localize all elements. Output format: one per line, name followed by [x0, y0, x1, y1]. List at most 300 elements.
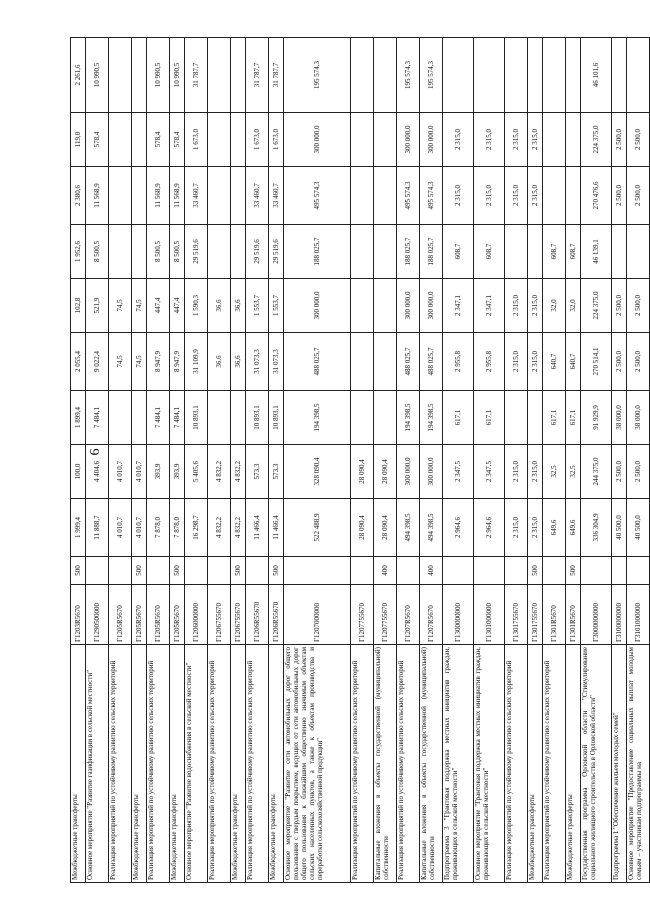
row-value-cell: 74,5 — [132, 279, 147, 333]
row-value-cell: 488 025,7 — [397, 333, 420, 391]
row-value-cell: 28 090,4 — [351, 445, 374, 499]
row-value-cell — [351, 225, 374, 279]
row-value-cell: 2 500,0 — [627, 445, 650, 499]
row-value-cell: 2 315,0 — [528, 445, 543, 499]
row-group-cell — [581, 557, 612, 585]
row-value-cell: 2 347,5 — [474, 445, 505, 499]
row-value-cell: 2 500,0 — [612, 279, 627, 333]
table-row — [581, 38, 612, 883]
row-value-cell: 2 315,0 — [528, 499, 543, 557]
row-value-cell: 91 929,9 — [581, 391, 612, 445]
row-value-cell: 195 574,3 — [420, 38, 443, 113]
row-code-cell: Г1206R55670 — [246, 585, 269, 645]
table-row — [208, 38, 231, 883]
row-value-cell: 33 460,7 — [269, 167, 284, 225]
row-code-cell: Г1300000000 — [443, 585, 474, 645]
row-value-cell: 2 315,0 — [474, 113, 505, 167]
row-value-cell — [231, 38, 246, 113]
row-value-cell: 11 568,9 — [86, 167, 109, 225]
row-value-cell: 194 398,5 — [420, 391, 443, 445]
row-value-cell: 11 466,4 — [269, 499, 284, 557]
row-value-cell: 608,7 — [443, 225, 474, 279]
row-value-cell: 488 025,7 — [284, 333, 351, 391]
row-code-cell: Г1207000000 — [284, 585, 351, 645]
row-value-cell — [231, 225, 246, 279]
row-value-cell: 5 405,6 — [185, 445, 208, 499]
row-code-cell: Г1207755670 — [351, 585, 374, 645]
row-value-cell: 33 460,7 — [185, 167, 208, 225]
row-value-cell: 300 000,0 — [397, 445, 420, 499]
row-value-cell: 10 893,1 — [246, 391, 269, 445]
table-row — [71, 38, 86, 883]
row-value-cell: 617,1 — [443, 391, 474, 445]
row-group-cell — [284, 557, 351, 585]
row-value-cell: 573,3 — [269, 445, 284, 499]
row-value-cell — [374, 391, 397, 445]
row-value-cell — [374, 38, 397, 113]
row-value-cell: 38 000,0 — [612, 391, 627, 445]
row-value-cell: 1 553,7 — [269, 279, 284, 333]
row-value-cell: 7 878,0 — [170, 499, 185, 557]
table-row — [231, 38, 246, 883]
row-group-cell — [474, 557, 505, 585]
row-value-cell: 2 500,0 — [612, 445, 627, 499]
row-value-cell: 2 500,0 — [612, 333, 627, 391]
row-value-cell: 1 899,4 — [71, 391, 86, 445]
row-value-cell — [566, 113, 581, 167]
row-code-cell: Г1301000000 — [474, 585, 505, 645]
row-code-cell: Г1301755670 — [528, 585, 543, 645]
row-name-cell: Межбюджетные трансферты — [170, 645, 185, 883]
row-value-cell: 36,6 — [208, 333, 231, 391]
row-value-cell: 495 574,3 — [420, 167, 443, 225]
row-value-cell: 188 025,7 — [284, 225, 351, 279]
row-value-cell: 188 025,7 — [397, 225, 420, 279]
row-value-cell: 36,6 — [208, 279, 231, 333]
row-value-cell: 300 000,0 — [284, 279, 351, 333]
row-group-cell — [208, 557, 231, 585]
row-group-cell — [147, 557, 170, 585]
row-name-cell: Межбюджетные трансферты — [269, 645, 284, 883]
row-value-cell: 28 090,4 — [374, 499, 397, 557]
table-row — [505, 38, 528, 883]
row-value-cell — [132, 38, 147, 113]
row-value-cell: 2 955,8 — [474, 333, 505, 391]
row-group-cell: 500 — [566, 557, 581, 585]
row-value-cell: 32,5 — [543, 445, 566, 499]
row-value-cell: 36,6 — [231, 279, 246, 333]
row-value-cell: 608,7 — [543, 225, 566, 279]
row-value-cell: 32,0 — [566, 279, 581, 333]
row-value-cell: 578,4 — [86, 113, 109, 167]
row-value-cell: 2 964,6 — [443, 499, 474, 557]
row-value-cell: 522 488,9 — [284, 499, 351, 557]
row-group-cell — [351, 557, 374, 585]
row-value-cell: 608,7 — [566, 225, 581, 279]
row-name-cell: Основное мероприятие "Развитие сети автомобильных дорог общего пользования с твердым покрытием, ведущих от сети автомобильных дорог общего пользования к ближайшим общественно значимым объектам сельских населенных пунктов, а также к объектам производства и переработки сельскохозяйственной продукции" — [284, 645, 351, 883]
row-value-cell: 4 832,2 — [208, 445, 231, 499]
row-code-cell: Г3101000000 — [627, 585, 650, 645]
row-value-cell — [109, 167, 132, 225]
row-name-cell: Подпрограмма 1 "Обеспечение жильем молодых семей" — [612, 645, 627, 883]
row-value-cell: 2 315,0 — [528, 113, 543, 167]
budget-table — [70, 37, 650, 883]
row-value-cell: 7 878,0 — [147, 499, 170, 557]
row-value-cell: 11 888,7 — [86, 499, 109, 557]
row-name-cell: Межбюджетные трансферты — [528, 645, 543, 883]
row-value-cell: 2 315,0 — [505, 279, 528, 333]
row-name-cell: Подпрограмма 3 "Грантовая поддержка местных инициатив граждан, проживающих в сельской местности" — [443, 645, 474, 883]
row-value-cell: 224 375,0 — [581, 113, 612, 167]
table-row — [528, 38, 543, 883]
row-value-cell: 270 514,1 — [581, 333, 612, 391]
row-code-cell: Г3100000000 — [612, 585, 627, 645]
row-value-cell — [543, 113, 566, 167]
row-value-cell: 33 460,7 — [246, 167, 269, 225]
row-code-cell: Г1205R5670 — [132, 585, 147, 645]
table-row — [109, 38, 132, 883]
row-value-cell: 2 315,0 — [528, 279, 543, 333]
row-value-cell: 38 000,0 — [627, 391, 650, 445]
row-code-cell: Г1206000000 — [185, 585, 208, 645]
row-value-cell — [374, 333, 397, 391]
row-value-cell: 649,6 — [543, 499, 566, 557]
row-value-cell: 74,5 — [132, 333, 147, 391]
row-name-cell: Реализация мероприятий по устойчивому развитию сельских территорий — [351, 645, 374, 883]
row-value-cell: 194 398,5 — [284, 391, 351, 445]
table-row — [543, 38, 566, 883]
row-name-cell: Капитальные вложения в объекты государственной (муниципальной) собственности — [420, 645, 443, 883]
row-value-cell: 31 787,7 — [185, 38, 208, 113]
row-value-cell: 29 519,6 — [269, 225, 284, 279]
row-value-cell: 2 500,0 — [612, 167, 627, 225]
row-group-cell — [627, 557, 650, 585]
row-value-cell: 1 999,4 — [71, 499, 86, 557]
row-name-cell: Капитальные вложения в объекты государственной (муниципальной) собственности — [374, 645, 397, 883]
row-value-cell: 7 484,1 — [86, 391, 109, 445]
row-name-cell: Межбюджетные трансферты — [132, 645, 147, 883]
row-value-cell: 2 964,6 — [474, 499, 505, 557]
row-value-cell: 7 484,1 — [170, 391, 185, 445]
row-value-cell: 16 298,7 — [185, 499, 208, 557]
row-value-cell: 195 574,3 — [397, 38, 420, 113]
row-name-cell: Межбюджетные трансферты — [566, 645, 581, 883]
row-group-cell — [397, 557, 420, 585]
row-value-cell: 2 380,6 — [71, 167, 86, 225]
row-value-cell: 119,0 — [71, 113, 86, 167]
row-value-cell — [374, 225, 397, 279]
row-value-cell: 300 000,0 — [420, 445, 443, 499]
row-value-cell: 46 101,6 — [581, 38, 612, 113]
row-value-cell — [351, 167, 374, 225]
row-value-cell: 2 315,0 — [443, 113, 474, 167]
row-value-cell: 4 010,7 — [109, 445, 132, 499]
row-group-cell: 400 — [420, 557, 443, 585]
table-row — [147, 38, 170, 883]
row-value-cell: 2 500,0 — [627, 167, 650, 225]
row-name-cell: Реализация мероприятий по устойчивому развитию сельских территорий — [397, 645, 420, 883]
row-value-cell — [132, 225, 147, 279]
row-value-cell: 7 484,1 — [147, 391, 170, 445]
row-group-cell: 500 — [269, 557, 284, 585]
row-value-cell: 488 025,7 — [420, 333, 443, 391]
row-code-cell: Г1301R5670 — [566, 585, 581, 645]
row-value-cell: 10 990,5 — [147, 38, 170, 113]
row-value-cell: 2 500,0 — [627, 113, 650, 167]
row-value-cell — [208, 225, 231, 279]
row-group-cell — [443, 557, 474, 585]
row-value-cell: 640,7 — [566, 333, 581, 391]
row-value-cell: 74,5 — [109, 279, 132, 333]
row-value-cell: 40 500,0 — [612, 499, 627, 557]
table-row — [132, 38, 147, 883]
row-value-cell: 4 832,2 — [231, 499, 246, 557]
row-value-cell — [109, 391, 132, 445]
row-value-cell — [612, 38, 627, 113]
row-value-cell: 224 375,0 — [581, 279, 612, 333]
row-value-cell — [231, 391, 246, 445]
row-value-cell: 2 315,0 — [505, 499, 528, 557]
row-name-cell: Межбюджетные трансферты — [231, 645, 246, 883]
table-row — [566, 38, 581, 883]
row-value-cell: 1 952,6 — [71, 225, 86, 279]
row-group-cell — [109, 557, 132, 585]
row-code-cell: Г1207R5670 — [397, 585, 420, 645]
row-value-cell — [505, 391, 528, 445]
table-row — [284, 38, 351, 883]
row-value-cell: 608,7 — [474, 225, 505, 279]
rotated-page — [70, 38, 643, 883]
table-row — [246, 38, 269, 883]
row-value-cell: 32,5 — [566, 445, 581, 499]
row-value-cell: 2 315,0 — [474, 167, 505, 225]
row-value-cell — [566, 38, 581, 113]
row-value-cell: 573,3 — [246, 445, 269, 499]
row-value-cell: 2 500,0 — [612, 113, 627, 167]
row-value-cell: 393,9 — [147, 445, 170, 499]
row-value-cell: 2 347,5 — [443, 445, 474, 499]
row-value-cell: 617,1 — [566, 391, 581, 445]
row-value-cell: 31 073,3 — [246, 333, 269, 391]
row-value-cell — [231, 167, 246, 225]
table-row — [86, 38, 109, 883]
row-value-cell: 2 315,0 — [528, 167, 543, 225]
row-code-cell: Г1203R5670 — [71, 585, 86, 645]
row-value-cell — [109, 225, 132, 279]
row-value-cell: 1 590,3 — [185, 279, 208, 333]
row-value-cell: 4 010,7 — [109, 499, 132, 557]
row-value-cell: 40 500,0 — [627, 499, 650, 557]
row-value-cell: 4 010,7 — [132, 445, 147, 499]
row-value-cell — [351, 279, 374, 333]
table-row — [420, 38, 443, 883]
row-value-cell: 29 519,6 — [185, 225, 208, 279]
row-value-cell — [543, 167, 566, 225]
row-value-cell: 2 347,1 — [474, 279, 505, 333]
row-group-cell — [246, 557, 269, 585]
row-group-cell — [505, 557, 528, 585]
row-value-cell: 300 000,0 — [420, 113, 443, 167]
row-value-cell: 494 398,5 — [397, 499, 420, 557]
row-value-cell: 617,1 — [474, 391, 505, 445]
row-value-cell: 300 000,0 — [420, 279, 443, 333]
row-value-cell: 617,1 — [543, 391, 566, 445]
row-name-cell: Основное мероприятие "Предоставление социальных выплат молодым семьям – участникам подпрограммы на — [627, 645, 650, 883]
row-value-cell: 578,4 — [170, 113, 185, 167]
row-group-cell: 500 — [528, 557, 543, 585]
row-value-cell: 195 574,3 — [284, 38, 351, 113]
row-value-cell — [505, 225, 528, 279]
row-value-cell: 4 832,2 — [208, 499, 231, 557]
row-value-cell — [374, 279, 397, 333]
row-value-cell: 336 304,9 — [581, 499, 612, 557]
row-value-cell: 32,0 — [543, 279, 566, 333]
table-row — [170, 38, 185, 883]
row-value-cell — [208, 391, 231, 445]
row-value-cell: 2 315,0 — [528, 333, 543, 391]
row-value-cell: 8 500,5 — [147, 225, 170, 279]
row-code-cell: Г1207R5670 — [420, 585, 443, 645]
row-code-cell: Г1206755670 — [231, 585, 246, 645]
row-value-cell: 2 347,1 — [443, 279, 474, 333]
table-row — [443, 38, 474, 883]
row-value-cell: 2 315,0 — [443, 167, 474, 225]
row-name-cell: Реализация мероприятий по устойчивому развитию сельских территорий — [147, 645, 170, 883]
row-value-cell — [132, 167, 147, 225]
row-value-cell: 102,8 — [71, 279, 86, 333]
row-name-cell: Основное мероприятие "Развитие водоснабжения в сельской местности" — [185, 645, 208, 883]
row-code-cell: Г1206R55670 — [269, 585, 284, 645]
row-code-cell: Г1205R5670 — [109, 585, 132, 645]
row-value-cell — [351, 333, 374, 391]
row-value-cell: 10 990,5 — [86, 38, 109, 113]
row-group-cell: 500 — [132, 557, 147, 585]
table-row — [374, 38, 397, 883]
row-group-cell: 500 — [231, 557, 246, 585]
row-code-cell: Г1206755670 — [208, 585, 231, 645]
row-value-cell: 300 000,0 — [284, 113, 351, 167]
row-value-cell: 300 000,0 — [397, 113, 420, 167]
row-value-cell: 28 090,4 — [374, 445, 397, 499]
row-value-cell — [612, 225, 627, 279]
row-value-cell: 2 315,0 — [505, 445, 528, 499]
row-value-cell — [528, 38, 543, 113]
table-row — [474, 38, 505, 883]
row-value-cell: 393,9 — [170, 445, 185, 499]
row-code-cell: Г3000000000 — [581, 585, 612, 645]
row-value-cell: 495 574,3 — [397, 167, 420, 225]
row-group-cell — [185, 557, 208, 585]
row-value-cell: 10 893,1 — [269, 391, 284, 445]
row-name-cell: Основное мероприятие "Развитие газификации в сельской местности" — [86, 645, 109, 883]
row-value-cell: 8 500,5 — [86, 225, 109, 279]
row-value-cell — [231, 113, 246, 167]
row-value-cell: 100,0 — [71, 445, 86, 499]
row-code-cell: Г1207755670 — [374, 585, 397, 645]
row-value-cell: 2 315,0 — [505, 333, 528, 391]
row-value-cell: 8 500,5 — [170, 225, 185, 279]
row-value-cell: 640,7 — [543, 333, 566, 391]
row-value-cell: 328 090,4 — [284, 445, 351, 499]
page-number: 6 — [88, 448, 103, 456]
row-value-cell — [208, 113, 231, 167]
row-value-cell: 2 315,0 — [505, 113, 528, 167]
row-value-cell: 1 673,0 — [246, 113, 269, 167]
row-value-cell: 447,4 — [170, 279, 185, 333]
row-value-cell: 31 109,9 — [185, 333, 208, 391]
row-value-cell — [351, 391, 374, 445]
row-value-cell — [374, 167, 397, 225]
row-value-cell — [109, 113, 132, 167]
row-value-cell — [443, 38, 474, 113]
row-group-cell: 500 — [170, 557, 185, 585]
row-name-cell: Реализация мероприятий по устойчивому развитию сельских территорий — [246, 645, 269, 883]
row-value-cell — [528, 225, 543, 279]
table-row — [269, 38, 284, 883]
row-value-cell — [132, 391, 147, 445]
table-body — [71, 38, 650, 883]
row-value-cell: 28 090,4 — [351, 499, 374, 557]
row-value-cell — [351, 38, 374, 113]
row-value-cell: 521,9 — [86, 279, 109, 333]
row-code-cell: Г1301R5670 — [543, 585, 566, 645]
row-value-cell: 29 519,6 — [246, 225, 269, 279]
row-value-cell: 1 673,0 — [269, 113, 284, 167]
row-name-cell: Реализация мероприятий по устойчивому развитию сельских территорий — [543, 645, 566, 883]
row-value-cell: 2 315,0 — [505, 167, 528, 225]
row-name-cell: Государственная программа Орловской области "Стимулирование социального жилищного строительства в Орловской области" — [581, 645, 612, 883]
row-value-cell: 11 466,4 — [246, 499, 269, 557]
row-value-cell: 1 673,0 — [185, 113, 208, 167]
row-value-cell: 578,4 — [147, 113, 170, 167]
row-value-cell: 4 404,6 — [86, 445, 109, 499]
row-value-cell: 11 568,9 — [147, 167, 170, 225]
row-value-cell: 8 947,9 — [147, 333, 170, 391]
row-value-cell: 10 893,1 — [185, 391, 208, 445]
row-group-cell — [86, 557, 109, 585]
row-value-cell — [543, 38, 566, 113]
row-name-cell: Межбюджетные трансферты — [71, 645, 86, 883]
row-value-cell: 4 832,2 — [231, 445, 246, 499]
row-value-cell: 46 139,1 — [581, 225, 612, 279]
row-value-cell — [109, 38, 132, 113]
row-value-cell — [627, 225, 650, 279]
row-code-cell: Г1205R5670 — [147, 585, 170, 645]
row-value-cell: 649,6 — [566, 499, 581, 557]
row-value-cell: 1 553,7 — [246, 279, 269, 333]
row-group-cell — [612, 557, 627, 585]
table-row — [612, 38, 627, 883]
row-value-cell: 244 375,0 — [581, 445, 612, 499]
row-value-cell: 194 398,5 — [397, 391, 420, 445]
row-name-cell: Реализация мероприятий по устойчивому развитию сельских территорий — [208, 645, 231, 883]
row-value-cell: 10 990,5 — [170, 38, 185, 113]
row-name-cell: Реализация мероприятий по устойчивому развитию сельских территорий — [505, 645, 528, 883]
row-value-cell — [208, 38, 231, 113]
row-value-cell — [528, 391, 543, 445]
row-value-cell: 300 000,0 — [397, 279, 420, 333]
row-value-cell: 74,5 — [109, 333, 132, 391]
row-value-cell: 495 574,3 — [284, 167, 351, 225]
row-value-cell — [474, 38, 505, 113]
table-row — [627, 38, 650, 883]
row-value-cell: 270 476,6 — [581, 167, 612, 225]
row-value-cell — [351, 113, 374, 167]
row-value-cell: 447,4 — [147, 279, 170, 333]
row-name-cell: Реализация мероприятий по устойчивому развитию сельских территорий — [109, 645, 132, 883]
row-value-cell: 494 398,5 — [420, 499, 443, 557]
row-value-cell — [374, 113, 397, 167]
